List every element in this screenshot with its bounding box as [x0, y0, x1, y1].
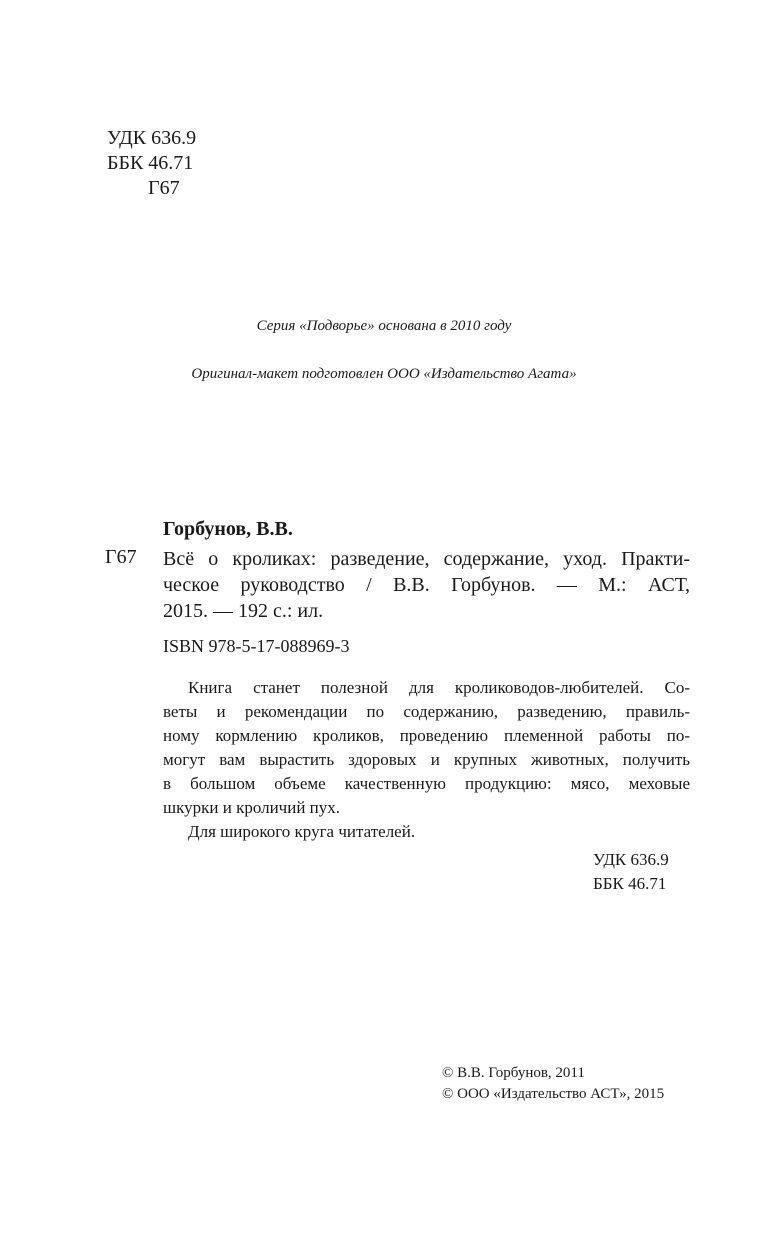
isbn: ISBN 978-5-17-088969-3	[163, 636, 350, 656]
annotation-line: ному кормлению кроликов, проведению племенной работы по-	[163, 726, 690, 745]
biblio-line: 2015. — 192 с.: ил.	[163, 600, 324, 622]
bbk-code: ББК 46.71	[107, 152, 194, 174]
bbk-code: ББК 46.71	[593, 874, 667, 893]
annotation-line: шкурки и кроличий пух.	[163, 798, 341, 817]
audience-note: Для широкого круга читателей.	[188, 822, 416, 841]
layout-note: Оригинал-макет подготовлен ООО «Издательство Агата»	[191, 366, 577, 382]
copyright-author: © В.В. Горбунов, 2011	[442, 1065, 585, 1081]
footer-classification-codes	[593, 848, 669, 896]
classification-codes	[107, 126, 196, 201]
annotation-line: Книга станет полезной для кролиководов-любителей. Со-	[188, 678, 690, 697]
annotation-line: в большом объеме качественную продукцию: мясо, меховые	[163, 774, 690, 793]
series-note: Серия «Подворье» основана в 2010 году	[256, 318, 512, 334]
catalog-author-sign: Г67	[105, 546, 137, 568]
annotation-line: могут вам вырастить здоровых и крупных животных, получить	[163, 750, 690, 769]
annotation	[163, 676, 690, 844]
copyright-block	[442, 1063, 664, 1105]
udk-code: УДК 636.9	[107, 127, 197, 149]
udk-code: УДК 636.9	[593, 850, 669, 869]
catalog-author: Горбунов, В.В.	[163, 518, 293, 540]
copyright-publisher: © ООО «Издательство АСТ», 2015	[442, 1086, 665, 1102]
bibliographic-description	[163, 546, 690, 624]
biblio-line: ческое руководство / В.В. Горбунов. — М.: АСТ,	[163, 574, 690, 596]
annotation-line: веты и рекомендации по содержанию, разведению, правиль-	[163, 702, 690, 721]
biblio-line: Всё о кроликах: разведение, содержание, уход. Практи-	[163, 548, 690, 570]
author-sign: Г67	[148, 177, 180, 199]
